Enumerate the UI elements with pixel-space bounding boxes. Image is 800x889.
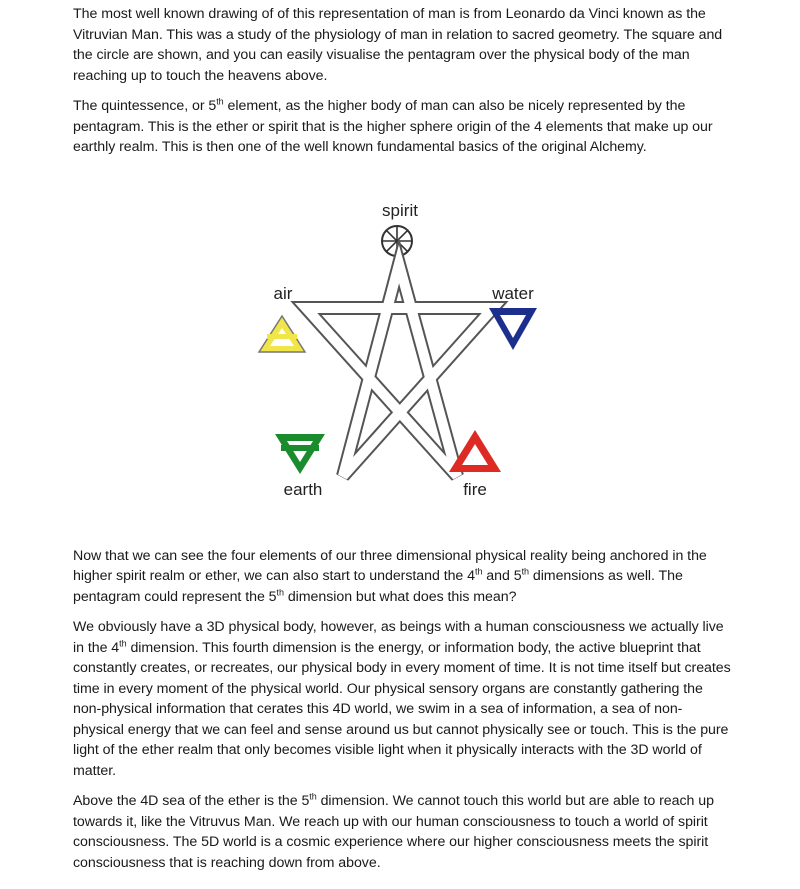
earth-triangle-icon	[275, 434, 325, 474]
paragraph-dimensions: Now that we can see the four elements of our three dimensional physical reality being anchored in the higher spirit realm or ether, we can also start to understand the 4th and 5th dimensions as well. The pentagram could represent the 5th dimension but what does this mean?	[73, 547, 707, 605]
pentagram-elements-figure	[73, 168, 733, 528]
document-page	[73, 4, 733, 883]
water-label: water	[492, 283, 534, 303]
air-triangle-icon	[259, 316, 305, 352]
spirit-label: spirit	[382, 200, 418, 220]
paragraph-quintessence: The quintessence, or 5th element, as the higher body of man can also be nicely represented by the pentagram. This is the ether or spirit that is the higher sphere origin of the 4 elements that make up our earthly realm. This is then one of the well known fundamental basics of the original Alchemy.	[73, 96, 713, 155]
fire-label: fire	[463, 479, 487, 499]
pentagram-diagram	[73, 168, 733, 528]
paragraph-vitruvian: The most well known drawing of of this representation of man is from Leonardo da Vinci known as the Vitruvian Man. This was a study of the physiology of man in relation to sacred geometry. The square and the circle are shown, and you can easily visualise the pentagram over the physical body of the man reaching up to touch the heavens above.	[73, 6, 723, 84]
air-label: air	[273, 283, 293, 303]
paragraph-fifth-dimension: Above the 4D sea of the ether is the 5th dimension. We cannot touch this world but are able to reach up towards it, like the Vitruvus Man. We reach up with our human consciousness to touch a world of spirit consciousness. The 5D world is a cosmic experience where our higher consciousness meets the spirit consciousness that is reaching down from above.	[73, 791, 714, 871]
water-triangle-icon	[489, 308, 537, 350]
paragraph-fourth-dimension: We obviously have a 3D physical body, however, as beings with a human consciousness we actually live in the 4th dimension. This fourth dimension is the energy, or information body, the active blueprint that constantly creates, or recreates, our physical body in every moment of time. It is not time itself but creates time in every moment of the physical world. Our physical sensory organs are constantly gathering the non-physical information that cerates this 4D world, we swim in a sea of information, a sea of non-physical energy that we can feel and sense around us but cannot physically see or touch. This is the pure light of the ether realm that only becomes visible light when it physically interacts with the 3D world of matter.	[73, 619, 731, 779]
pentagram-icon	[306, 264, 493, 476]
earth-label: earth	[283, 479, 323, 499]
